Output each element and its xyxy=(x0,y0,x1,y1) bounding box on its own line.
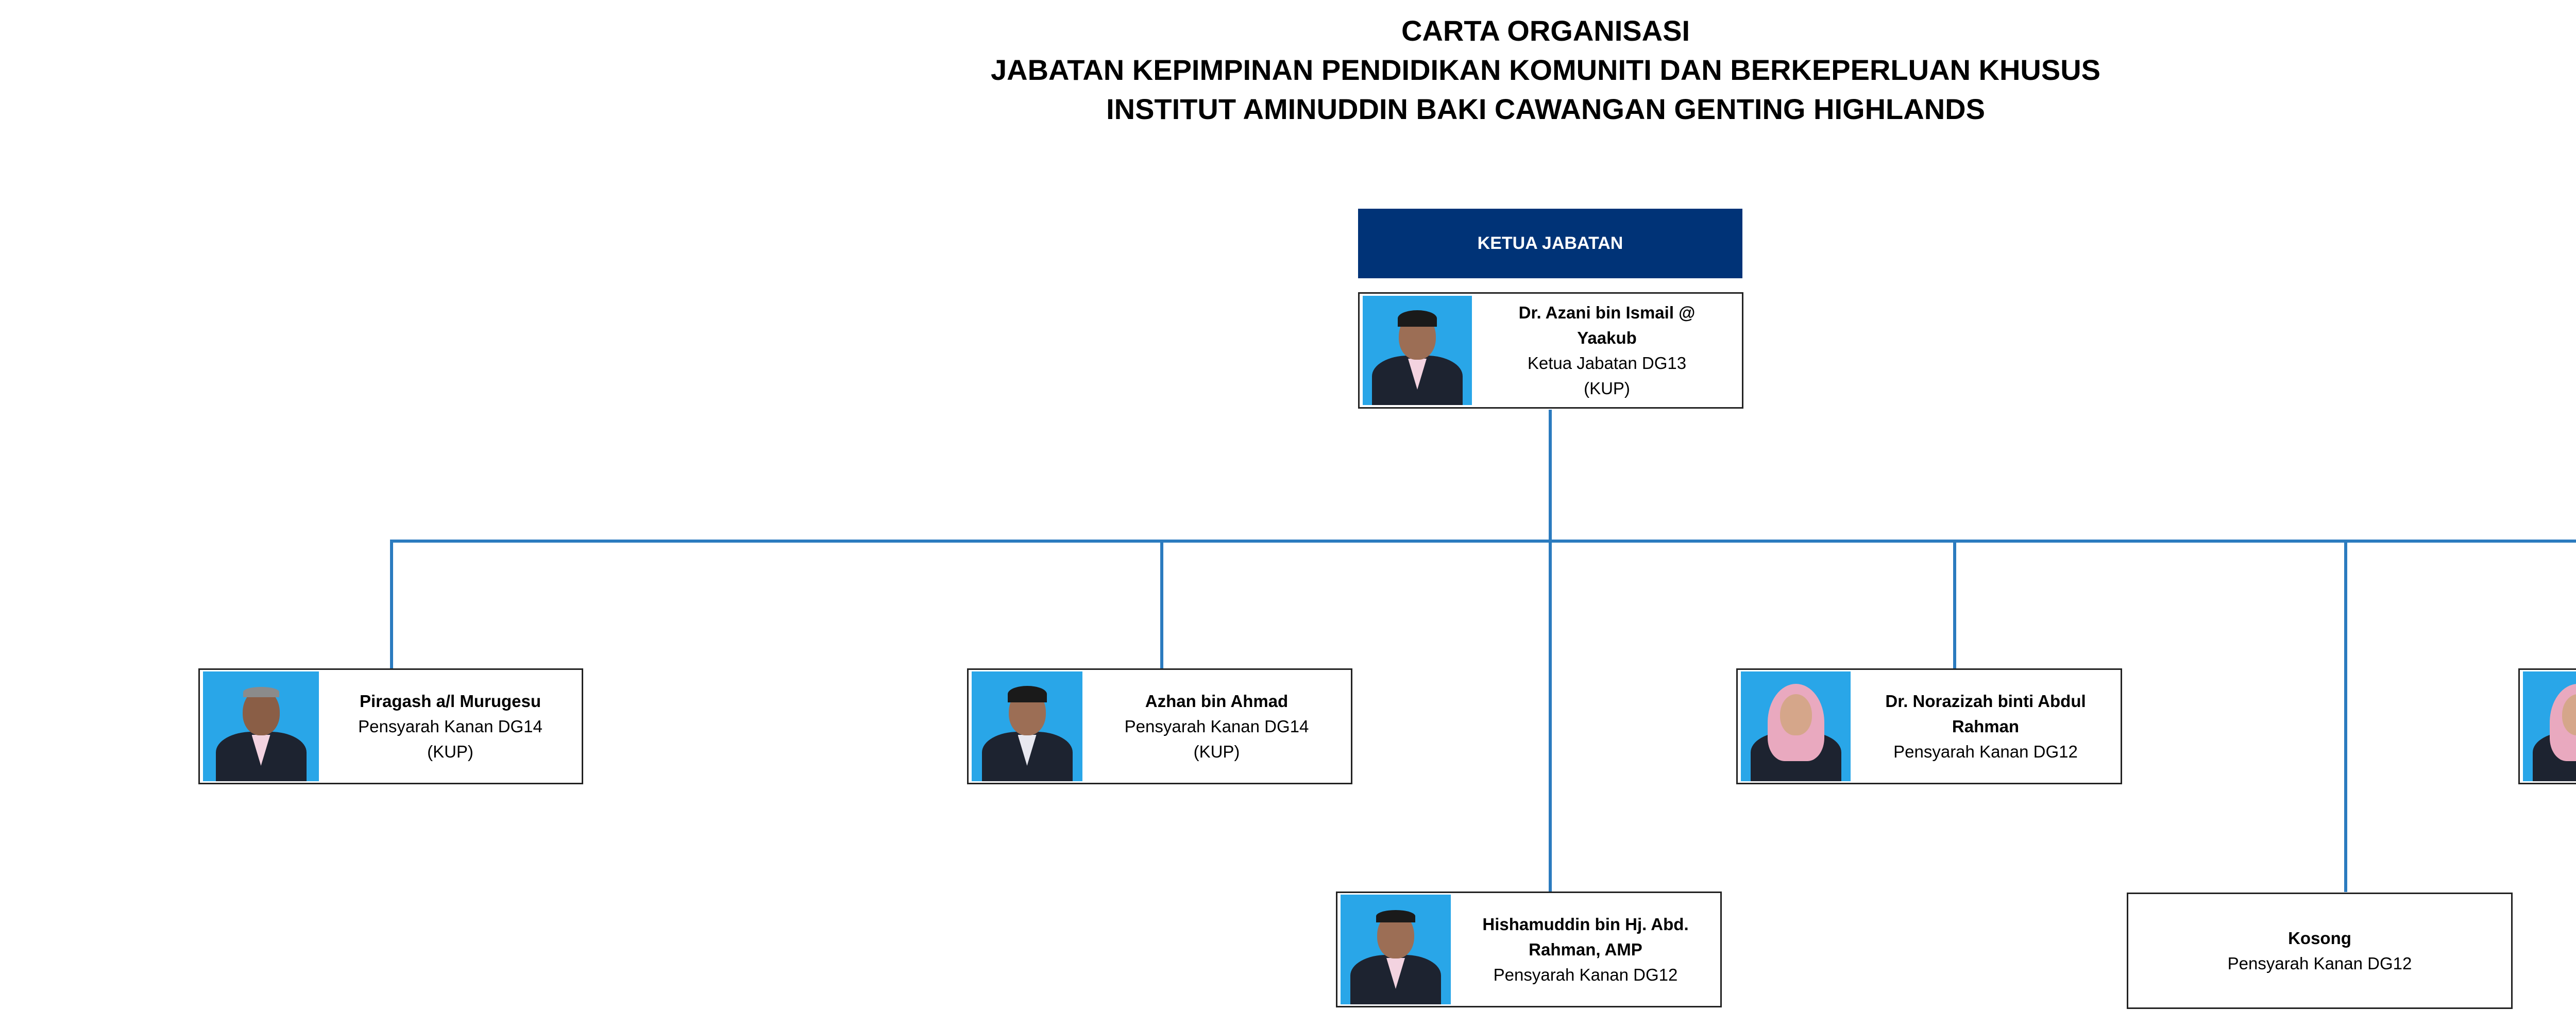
photo-piragash xyxy=(203,671,319,781)
info-piragash xyxy=(319,688,582,764)
head-info xyxy=(1472,300,1742,401)
position-piragash: Pensyarah Kanan DG14 xyxy=(358,717,543,736)
info-norazizah xyxy=(1851,688,2121,764)
staff-card-kosong xyxy=(2127,893,2513,1009)
staff-card-hishamuddin xyxy=(1336,892,1722,1007)
info-kosong xyxy=(2128,926,2511,976)
position-hishamuddin: Pensyarah Kanan DG12 xyxy=(1493,965,1678,984)
note-piragash: (KUP) xyxy=(427,742,473,761)
staff-card-piragash xyxy=(198,668,583,784)
staff-card-noor-ashikin xyxy=(2518,668,2576,784)
name-norazizah-line-1: Dr. Norazizah binti Abdul xyxy=(1885,692,2086,711)
photo-hishamuddin xyxy=(1341,895,1451,1004)
photo-norazizah xyxy=(1741,671,1851,781)
info-hishamuddin xyxy=(1451,912,1720,987)
head-photo xyxy=(1363,296,1472,405)
name-kosong: Kosong xyxy=(2288,929,2351,948)
staff-card-norazizah xyxy=(1736,668,2122,784)
title-line-1: CARTA ORGANISASI xyxy=(1401,14,1690,47)
head-note: (KUP) xyxy=(1584,379,1630,398)
position-kosong: Pensyarah Kanan DG12 xyxy=(2227,954,2412,973)
head-name-line-1: Dr. Azani bin Ismail @ xyxy=(1518,303,1696,322)
head-card xyxy=(1358,292,1743,409)
photo-azhan xyxy=(972,671,1082,781)
title-line-2: JABATAN KEPIMPINAN PENDIDIKAN KOMUNITI DAN BERKEPERLUAN KHUSUS xyxy=(990,54,2100,86)
staff-card-azhan xyxy=(967,668,1352,784)
name-hishamuddin-line-2: Rahman, AMP xyxy=(1529,940,1642,959)
info-azhan xyxy=(1082,688,1351,764)
position-azhan: Pensyarah Kanan DG14 xyxy=(1124,717,1309,736)
head-name-line-2: Yaakub xyxy=(1577,328,1637,347)
note-azhan: (KUP) xyxy=(1193,742,1240,761)
title-line-3: INSTITUT AMINUDDIN BAKI CAWANGAN GENTING HIGHLANDS xyxy=(1106,93,1985,125)
name-norazizah-line-2: Rahman xyxy=(1952,717,2020,736)
name-piragash: Piragash a/l Murugesu xyxy=(359,692,541,711)
name-hishamuddin-line-1: Hishamuddin bin Hj. Abd. xyxy=(1482,915,1689,934)
head-of-department-banner: KETUA JABATAN xyxy=(1358,209,1742,278)
position-norazizah: Pensyarah Kanan DG12 xyxy=(1893,742,2078,761)
name-azhan: Azhan bin Ahmad xyxy=(1145,692,1289,711)
head-position: Ketua Jabatan DG13 xyxy=(1527,354,1687,373)
photo-noor-ashikin xyxy=(2523,671,2576,781)
